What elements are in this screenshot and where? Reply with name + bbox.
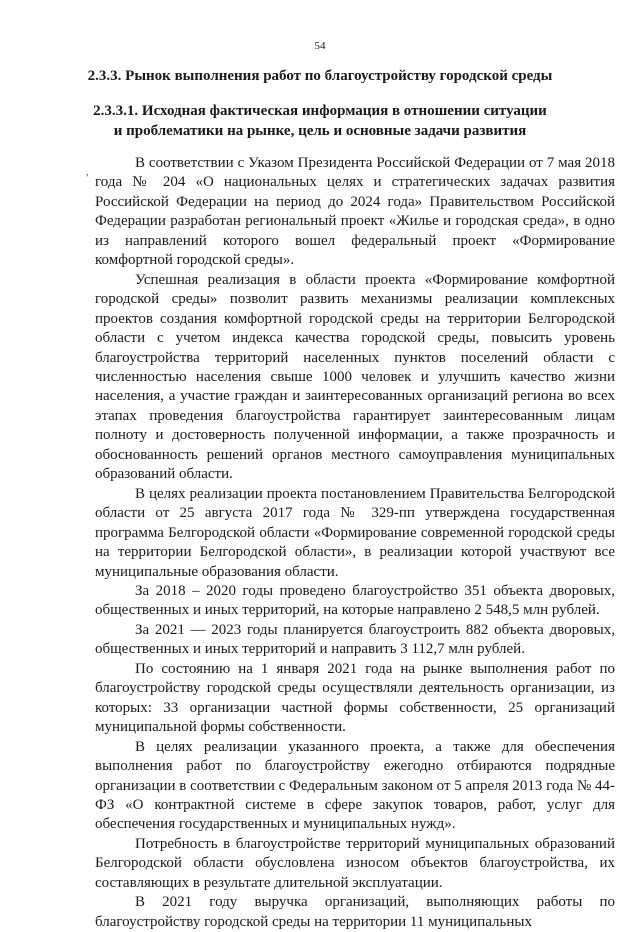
paragraph: В целях реализации указанного проекта, а также для обеспечения выполнения работ по благоустройству ежегодно отбираются подрядные организации в соответствии с Федеральным законом от 5 апреля 2013 года № 44-ФЗ «О контрактной системе в сфере закупок товаров, работ, услуг для обеспечения государственных и муниципальных нужд». [95,738,616,833]
subsection-heading [0,101,640,141]
paragraph: В соответствии с Указом Президента Российской Федерации от 7 мая 2018 года № 204 «О национальных целях и стратегических задачах развития Российской Федерации на период до 2024 года» Правительством Российской Федерации разработан региональный проект «Жилье и городская среда», в одно из направлений которого вошел федеральный проект «Формирование комфортной городской среды». [95,155,615,269]
paragraph: За 2018 – 2020 годы проведено благоустройство 351 объекта дворовых, общественных и иных территорий, на которые направлено 2 548,5 млн рублей. [95,582,615,619]
body-text [95,154,615,932]
paragraph: За 2021 — 2023 годы планируется благоустроить 882 объекта дворовых, общественных и иных территорий и направить 3 112,7 млн рублей. [95,621,615,658]
margin-mark: , [86,166,89,178]
paragraph: В целях реализации проекта постановлением Правительства Белгородской области от 25 августа 2017 года № 329-пп утверждена государственная программа Белгородской области «Формирование современной городской среды на территории Белгородской области», в реализации которой участвуют все муниципальные образования области. [95,485,615,580]
paragraph: Потребность в благоустройстве территорий муниципальных образований Белгородской области обусловлена износом объектов благоустройства, их составляющих в результате длительной эксплуатации. [95,835,615,891]
page-number: 54 [314,40,326,52]
paragraph: Успешная реализация в области проекта «Формирование комфортной городской среды» позволит развить механизмы реализации комплексных проектов создания комфортной городской среды на территории Белгородской области с учетом индекса качества городской среды, повысить уровень благоустройства территорий населенных пунктов поселений области с численностью населения свыше 1000 человек и улучшить качество жизни населения, а участие граждан и заинтересованных организаций региона во всех этапах проведения благоустройства гарантирует заинтересованным лицам полноту и достоверность полученной информации, а также прозрачность и обоснованность решений органов местного самоуправления муниципальных образований области. [95,271,615,483]
section-heading: 2.3.3. Рынок выполнения работ по благоустройству городской среды [87,68,553,84]
paragraph: В 2021 году выручка организаций, выполняющих работы по благоустройству городской среды на территории 11 муниципальных [95,894,615,930]
subsection-heading-line-1: 2.3.3.1. Исходная фактическая информация в отношении ситуации [93,103,547,119]
paragraph: По состоянию на 1 января 2021 года на рынке выполнения работ по благоустройству городской среды осуществляли деятельность организации, из которых: 33 организации частной формы собственности, 25 организаций муниципальной формы собственности. [95,660,615,736]
subsection-heading-line-2: и проблематики на рынке, цель и основные задачи развития [113,123,527,139]
